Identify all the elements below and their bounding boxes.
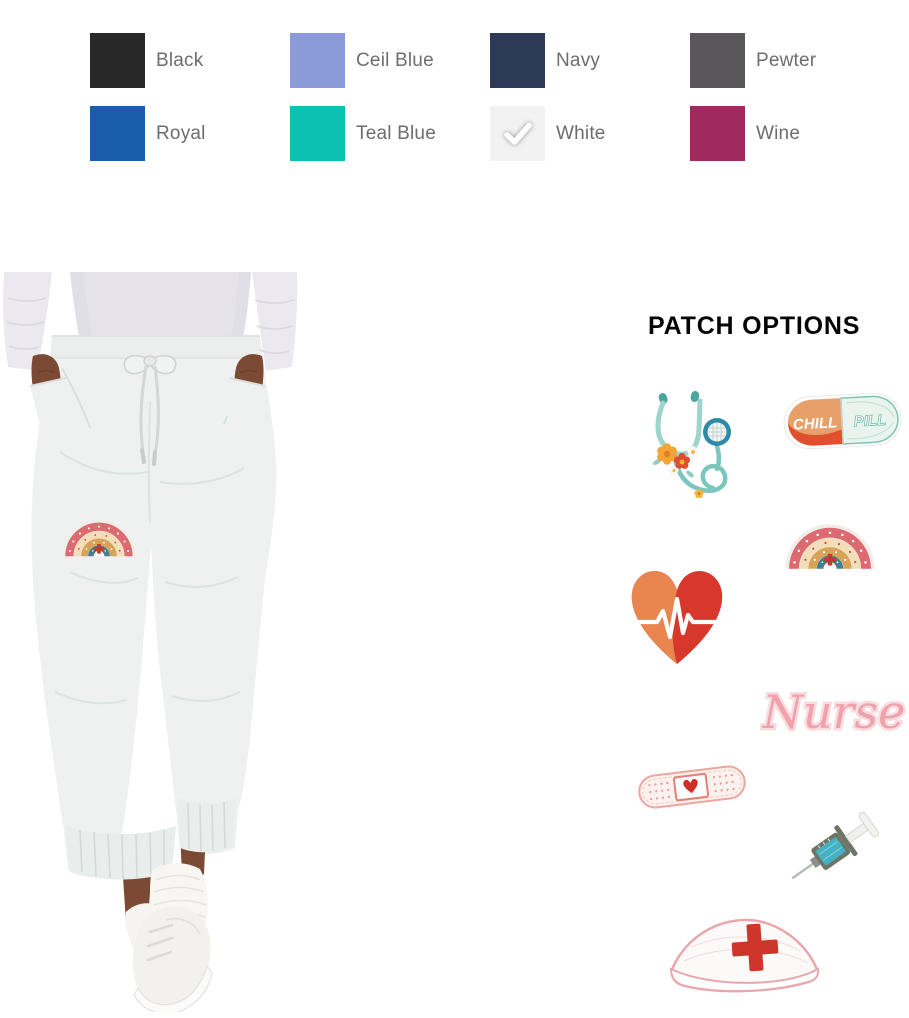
shirt-torso	[70, 272, 251, 344]
nurse-script-text: Nurse	[762, 685, 906, 739]
nurse-script-icon	[760, 674, 908, 750]
color-label: Pewter	[756, 49, 817, 71]
patch-option-boho-rainbow[interactable]	[785, 500, 875, 578]
color-swatch-royal[interactable]	[90, 106, 206, 161]
product-photo-scrub-joggers	[0, 272, 300, 1012]
chill-pill-text-left: CHILL	[792, 414, 838, 434]
stethoscope-flowers-icon	[643, 390, 745, 506]
patch-option-nurse-cap[interactable]	[658, 903, 830, 997]
color-label: Teal Blue	[356, 122, 436, 144]
patch-option-bandage[interactable]	[633, 758, 751, 816]
color-chip[interactable]	[690, 106, 745, 161]
color-label: White	[556, 122, 606, 144]
color-chip[interactable]	[490, 33, 545, 88]
color-label: Royal	[156, 122, 206, 144]
color-chip[interactable]	[90, 106, 145, 161]
check-icon	[502, 120, 534, 148]
patch-option-syringe[interactable]	[783, 806, 885, 892]
color-swatch-teal-blue[interactable]	[290, 106, 436, 161]
color-swatch-navy[interactable]	[490, 33, 600, 88]
patch-option-stethoscope[interactable]	[643, 390, 745, 506]
patch-option-ekg-heart[interactable]	[621, 562, 733, 672]
color-chip[interactable]	[290, 106, 345, 161]
color-label: Wine	[756, 122, 801, 144]
boho-rainbow-cross-icon	[785, 500, 875, 578]
color-swatch-ceil-blue[interactable]	[290, 33, 434, 88]
patch-option-nurse-script[interactable]	[760, 674, 908, 750]
color-swatch-black[interactable]	[90, 33, 203, 88]
color-chip[interactable]	[290, 33, 345, 88]
color-chip[interactable]	[690, 33, 745, 88]
bandage-heart-icon	[633, 758, 751, 816]
color-label: Navy	[556, 49, 601, 71]
ekg-heart-icon	[621, 562, 733, 672]
color-chip[interactable]	[90, 33, 145, 88]
color-chip[interactable]	[490, 106, 545, 161]
syringe-icon	[783, 806, 885, 892]
boho-rainbow-patch-on-pants	[69, 526, 130, 557]
scrub-joggers-model-illustration	[0, 272, 300, 1012]
color-swatch-white-selected[interactable]	[490, 106, 606, 161]
color-label: Black	[156, 49, 204, 71]
color-swatch-wine[interactable]	[690, 106, 800, 161]
chill-pill-icon	[781, 389, 905, 453]
color-swatch-pewter[interactable]	[690, 33, 816, 88]
patch-options-heading: PATCH OPTIONS	[648, 312, 861, 340]
patch-option-chill-pill[interactable]	[781, 389, 905, 453]
chill-pill-text-right: PILL	[853, 411, 887, 431]
nurse-cap-cross-icon	[658, 903, 830, 997]
color-label: Ceil Blue	[356, 49, 434, 71]
